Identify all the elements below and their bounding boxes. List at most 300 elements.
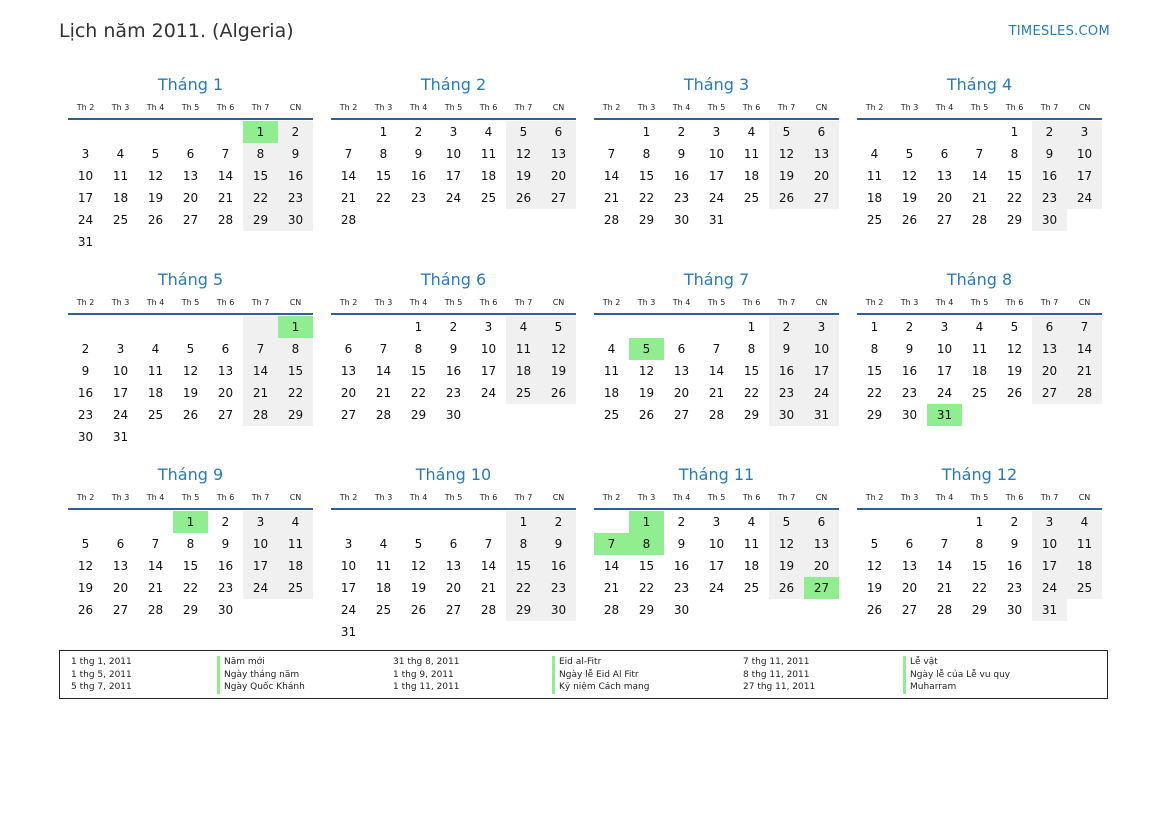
day-cell: 8 [642,147,651,161]
day-cell: 28 [375,408,392,422]
day-cell: 26 [147,213,164,227]
weekday-label: Th 5 [444,493,463,502]
day-cell: 6 [1032,316,1067,338]
day-cell: 17 [936,364,953,378]
day-cell-empty [331,121,366,143]
weekday-label: Th 7 [514,103,533,112]
day-cell: 4 [116,147,125,161]
site-link[interactable]: TIMESLES.COM [1008,24,1110,39]
day-cell: 21 [708,386,725,400]
day-cell: 12 [182,364,199,378]
day-cell: 22 [506,577,541,599]
day-cell: 13 [541,143,576,165]
day-cell: 24 [804,382,839,404]
weekday-label: Th 2 [865,298,884,307]
day-cell: 12 [1006,342,1023,356]
day-cell: 2 [769,316,804,338]
day-cell: 5 [541,316,576,338]
day-cell: 7 [1067,316,1102,338]
day-grid [331,120,576,231]
day-cell: 29 [182,603,199,617]
day-cell: 20 [804,165,839,187]
day-cell: 4 [975,320,984,334]
weekday-label: Th 5 [707,493,726,502]
day-cell: 10 [1032,533,1067,555]
weekday-label: Th 4 [672,103,691,112]
day-grid [594,315,839,426]
day-cell: 17 [340,581,357,595]
day-cell: 16 [541,555,576,577]
weekday-label: CN [289,493,302,502]
day-cell: 22 [638,191,655,205]
day-cell: 28 [243,404,278,426]
day-cell: 4 [484,125,493,139]
day-cell-empty [208,121,243,143]
day-cell: 28 [971,213,988,227]
day-cell: 12 [410,559,427,573]
weekday-label: Th 3 [111,493,130,502]
legend-date: 27 thg 11, 2011 [743,682,816,692]
day-cell: 28 [1067,382,1102,404]
day-cell: 25 [112,213,129,227]
day-cell: 27 [217,408,234,422]
day-cell: 11 [743,147,760,161]
day-cell: 22 [866,386,883,400]
day-cell: 29 [278,404,313,426]
legend-name: Ngày lễ của Lễ vu quy [903,669,1010,682]
day-cell: 29 [1006,213,1023,227]
day-cell-empty [103,121,138,143]
day-cell: 11 [480,147,497,161]
weekday-label: CN [289,103,302,112]
day-cell-empty [68,121,103,143]
day-cell: 31 [708,213,725,227]
day-cell: 25 [375,603,392,617]
day-cell: 7 [975,147,984,161]
day-cell: 10 [112,364,129,378]
day-cell-empty [699,599,734,621]
day-cell-empty [629,316,664,338]
day-cell: 15 [506,555,541,577]
month-calendar [594,462,839,657]
legend-names-col-2 [552,656,649,694]
day-cell-empty [1032,404,1067,426]
day-cell: 3 [484,320,493,334]
legend-name: Lễ vật [903,656,1010,669]
weekday-label: Th 5 [970,298,989,307]
day-cell: 3 [116,342,125,356]
weekday-label: Th 7 [251,103,270,112]
day-cell-empty [734,209,769,231]
weekday-label: Th 6 [1005,103,1024,112]
weekday-label: Th 4 [935,493,954,502]
day-cell: 4 [379,537,388,551]
day-cell: 8 [243,143,278,165]
day-cell: 14 [1067,338,1102,360]
legend-name: Kỷ niệm Cách mạng [552,681,649,694]
weekday-header [68,98,313,120]
day-cell: 23 [217,581,234,595]
day-cell: 3 [449,125,458,139]
weekday-label: Th 4 [146,493,165,502]
day-cell: 1 [870,320,879,334]
day-cell: 18 [866,191,883,205]
day-cell: 14 [375,364,392,378]
day-cell: 15 [1006,169,1023,183]
day-cell: 26 [769,577,804,599]
day-cell: 8 [379,147,388,161]
month-title: Tháng 6 [420,270,487,289]
day-cell-empty [401,511,436,533]
day-cell: 15 [866,364,883,378]
day-cell: 16 [278,165,313,187]
day-cell: 9 [541,533,576,555]
day-cell: 2 [278,121,313,143]
day-cell: 24 [1067,187,1102,209]
weekday-label: Th 6 [742,493,761,502]
day-cell: 15 [243,165,278,187]
day-cell: 6 [221,342,230,356]
day-cell: 29 [866,408,883,422]
day-cell: 30 [445,408,462,422]
weekday-label: Th 2 [339,103,358,112]
day-cell-empty [506,209,541,231]
day-cell: 24 [112,408,129,422]
day-cell: 25 [278,577,313,599]
day-cell: 23 [445,386,462,400]
legend-name: Ngày Quốc Khánh [217,681,305,694]
weekday-label: CN [289,298,302,307]
day-cell: 30 [673,213,690,227]
day-cell: 11 [971,342,988,356]
weekday-label: CN [552,493,565,502]
day-cell-empty [804,599,839,621]
day-cell: 29 [743,408,760,422]
day-cell: 13 [936,169,953,183]
day-cell: 21 [375,386,392,400]
weekday-label: Th 7 [514,298,533,307]
legend-dates-col-3 [743,656,815,694]
day-cell-empty [471,621,506,643]
day-cell: 22 [375,191,392,205]
day-cell: 4 [607,342,616,356]
day-cell-empty [331,511,366,533]
day-cell: 14 [243,360,278,382]
day-cell-empty [68,511,103,533]
day-cell-empty [1067,404,1102,426]
day-cell: 17 [445,169,462,183]
day-cell: 2 [414,125,423,139]
day-cell: 11 [112,169,129,183]
day-cell: 30 [541,599,576,621]
day-cell: 21 [217,191,234,205]
day-cell: 14 [971,169,988,183]
day-cell: 9 [278,143,313,165]
day-cell-empty [927,121,962,143]
day-cell: 3 [1067,121,1102,143]
day-cell: 22 [1006,191,1023,205]
weekday-label: Th 5 [444,298,463,307]
day-cell: 23 [77,408,94,422]
weekday-label: Th 7 [777,298,796,307]
day-cell: 9 [414,147,423,161]
day-cell: 13 [901,559,918,573]
day-cell: 1 [506,511,541,533]
day-cell: 20 [182,191,199,205]
weekday-label: Th 5 [970,103,989,112]
day-cell: 27 [901,603,918,617]
day-cell-empty [138,426,173,448]
day-cell: 31 [1032,599,1067,621]
day-cell: 20 [936,191,953,205]
weekday-label: Th 6 [1005,298,1024,307]
day-cell: 24 [445,191,462,205]
legend-names-col-3 [903,656,1010,694]
weekday-label: CN [815,103,828,112]
legend-dates-col-2 [393,656,459,694]
day-cell: 14 [480,559,497,573]
day-cell: 31 [804,404,839,426]
legend-name: Eid al-Fitr [552,656,649,669]
weekday-label: Th 2 [602,103,621,112]
day-grid [857,315,1102,426]
weekday-label: Th 3 [900,493,919,502]
day-cell: 22 [743,386,760,400]
day-cell-empty [436,511,471,533]
month-calendar [331,462,576,657]
day-cell: 20 [217,386,234,400]
day-grid [594,510,839,621]
day-cell: 2 [677,125,686,139]
weekday-label: Th 7 [777,493,796,502]
day-cell: 15 [375,169,392,183]
weekday-label: Th 7 [251,298,270,307]
day-cell-empty [927,511,962,533]
day-cell: 23 [673,191,690,205]
day-cell: 4 [151,342,160,356]
day-cell: 28 [480,603,497,617]
day-cell: 21 [1067,360,1102,382]
day-cell: 19 [901,191,918,205]
day-cell: 11 [603,364,620,378]
day-cell-empty [243,599,278,621]
day-cell: 26 [541,382,576,404]
day-cell: 28 [603,603,620,617]
day-cell: 15 [638,169,655,183]
day-cell: 16 [1032,165,1067,187]
day-cell: 27 [112,603,129,617]
day-cell: 17 [804,360,839,382]
day-cell: 21 [480,581,497,595]
weekday-label: Th 3 [900,103,919,112]
day-cell-empty [997,404,1032,426]
day-cell: 24 [708,191,725,205]
month-title: Tháng 12 [941,465,1018,484]
day-cell: 29 [243,209,278,231]
day-cell: 10 [708,147,725,161]
day-cell: 7 [712,342,721,356]
day-cell: 7 [607,147,616,161]
weekday-label: Th 2 [76,103,95,112]
weekday-label: Th 6 [216,298,235,307]
month-title: Tháng 4 [946,75,1013,94]
day-cell: 5 [81,537,90,551]
weekday-label: Th 2 [602,493,621,502]
legend-name: Ngày lễ Eid Al Fitr [552,669,649,682]
day-cell: 2 [905,320,914,334]
day-cell-empty [366,621,401,643]
day-cell-empty [138,511,173,533]
day-cell: 14 [708,364,725,378]
weekday-label: CN [815,298,828,307]
day-cell: 7 [940,537,949,551]
weekday-label: Th 3 [900,298,919,307]
day-cell: 14 [603,169,620,183]
day-cell: 3 [243,511,278,533]
day-cell: 2 [221,515,230,529]
day-cell: 11 [743,537,760,551]
day-cell: 11 [375,559,392,573]
day-cell: 6 [541,121,576,143]
day-cell: 6 [677,342,686,356]
day-cell: 26 [77,603,94,617]
weekday-header [331,98,576,120]
day-cell: 1 [642,125,651,139]
weekday-label: Th 3 [374,298,393,307]
month-calendar [857,72,1102,267]
day-cell: 22 [278,382,313,404]
day-cell: 29 [971,603,988,617]
day-cell: 21 [603,191,620,205]
day-cell: 17 [112,386,129,400]
day-cell: 7 [379,342,388,356]
day-cell: 28 [340,213,357,227]
legend-date: 8 thg 11, 2011 [743,669,810,680]
day-cell: 26 [410,603,427,617]
weekday-label: Th 3 [637,493,656,502]
day-cell: 10 [445,147,462,161]
day-cell: 12 [638,364,655,378]
day-cell: 20 [541,165,576,187]
day-cell: 16 [901,364,918,378]
day-cell: 1 [629,511,664,533]
weekday-label: Th 4 [935,298,954,307]
page-title: Lịch năm 2011. (Algeria) [59,20,294,42]
day-cell-empty [541,621,576,643]
day-cell: 19 [866,581,883,595]
day-cell: 14 [217,169,234,183]
day-cell: 30 [1032,209,1067,231]
day-cell: 13 [217,364,234,378]
day-cell-empty [401,621,436,643]
day-cell-empty [366,511,401,533]
day-cell: 9 [905,342,914,356]
day-cell: 2 [1010,515,1019,529]
day-cell: 24 [708,581,725,595]
weekday-header [857,293,1102,315]
weekday-label: Th 5 [181,103,200,112]
weekday-label: Th 2 [76,493,95,502]
day-cell: 3 [81,147,90,161]
weekday-label: Th 6 [479,298,498,307]
legend-date: 31 thg 8, 2011 [393,657,460,667]
weekday-header [68,293,313,315]
day-cell: 28 [936,603,953,617]
day-cell: 3 [712,515,721,529]
month-calendar [331,72,576,267]
day-cell: 17 [1067,165,1102,187]
day-cell: 4 [278,511,313,533]
day-cell: 18 [112,191,129,205]
day-cell: 25 [147,408,164,422]
legend-date: 5 thg 7, 2011 [71,682,132,692]
weekday-label: Th 3 [374,103,393,112]
day-cell: 12 [769,143,804,165]
day-cell: 12 [506,143,541,165]
day-cell: 13 [804,533,839,555]
day-cell: 9 [449,342,458,356]
weekday-label: CN [552,298,565,307]
day-grid [857,120,1102,231]
day-cell: 29 [638,213,655,227]
weekday-header [857,98,1102,120]
weekday-label: CN [1078,103,1091,112]
legend-date: 7 thg 11, 2011 [743,657,810,667]
day-cell: 13 [804,143,839,165]
day-cell: 21 [147,581,164,595]
weekday-label: Th 4 [409,103,428,112]
month-title: Tháng 1 [157,75,224,94]
day-cell-empty [769,209,804,231]
day-cell: 10 [1067,143,1102,165]
day-cell: 1 [414,320,423,334]
day-grid [331,315,576,426]
day-cell-empty [208,231,243,253]
day-cell: 13 [673,364,690,378]
weekday-label: Th 2 [865,493,884,502]
day-cell: 7 [221,147,230,161]
day-cell-empty [138,316,173,338]
weekday-label: Th 6 [479,103,498,112]
day-cell: 5 [186,342,195,356]
day-cell-empty [138,231,173,253]
day-cell: 13 [445,559,462,573]
day-cell: 30 [769,404,804,426]
day-cell: 15 [638,559,655,573]
month-calendar [594,72,839,267]
day-cell: 10 [243,533,278,555]
day-cell: 8 [186,537,195,551]
day-cell: 3 [940,320,949,334]
month-calendar [68,267,313,462]
day-cell: 22 [182,581,199,595]
weekday-label: Th 7 [1040,493,1059,502]
day-cell: 1 [1010,125,1019,139]
weekday-label: Th 5 [970,493,989,502]
legend-dates-col-1 [71,656,132,694]
weekday-label: Th 2 [339,493,358,502]
day-cell: 9 [1010,537,1019,551]
day-cell: 26 [182,408,199,422]
day-cell: 5 [506,121,541,143]
weekday-label: Th 4 [146,298,165,307]
weekday-label: Th 6 [1005,493,1024,502]
month-calendar [68,462,313,657]
day-cell: 3 [344,537,353,551]
day-cell: 1 [975,515,984,529]
day-cell: 18 [1067,555,1102,577]
weekday-label: Th 5 [707,298,726,307]
